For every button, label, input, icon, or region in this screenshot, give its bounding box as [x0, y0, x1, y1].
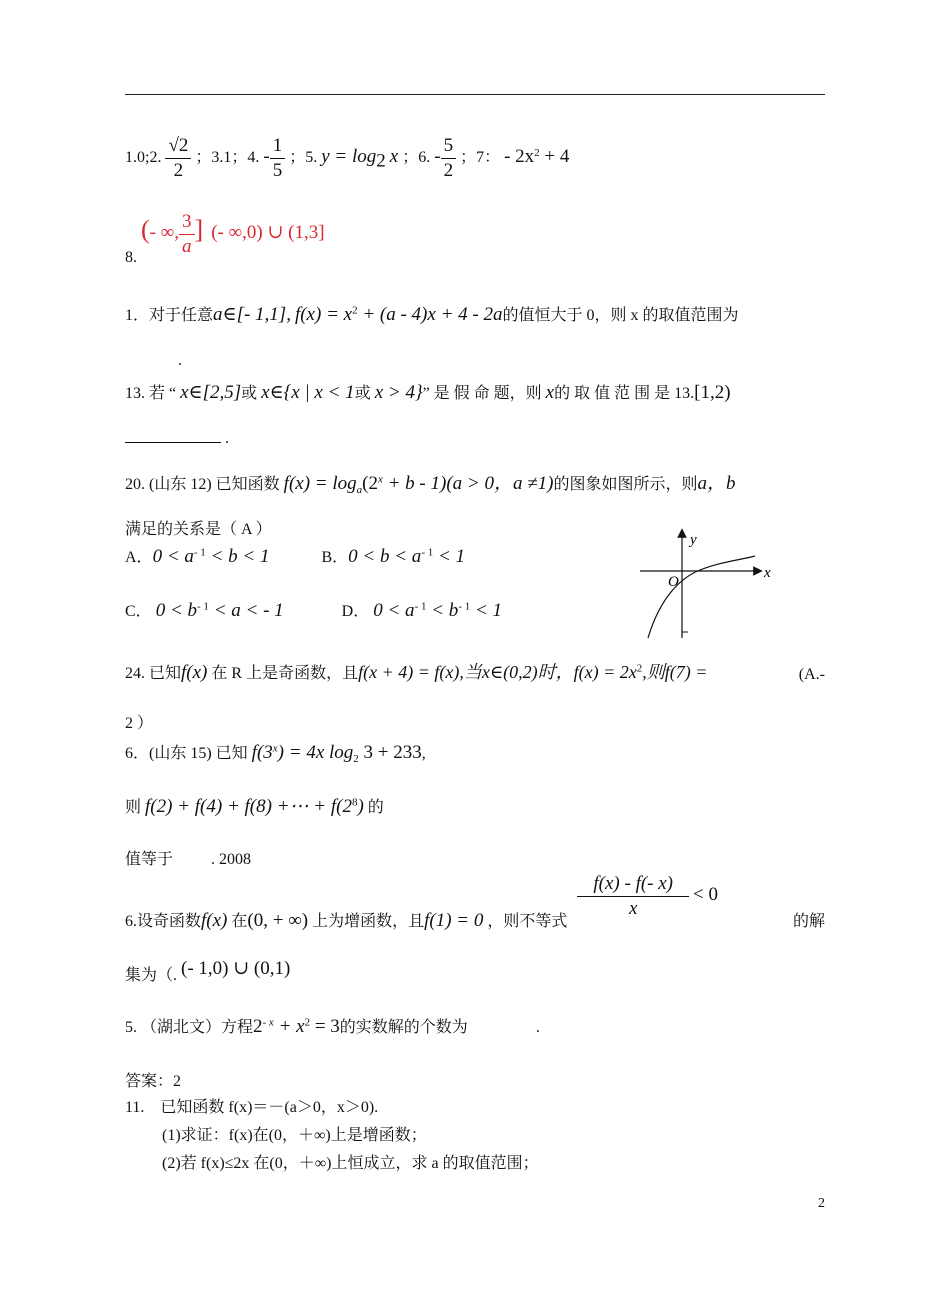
blank-line — [125, 428, 221, 443]
page-number: 2 — [818, 1196, 825, 1211]
answer-8 — [125, 210, 325, 267]
math-function: f(x) = log — [283, 473, 357, 494]
problem-1: 1．对于任意a∈[- 1,1], $f(x) = x^2 + (a - 4)x + 4 - 2a$的值恒大于 0，则 x 的取值范围为 — [125, 304, 739, 325]
answers-line-1: 1.0;2. $\frac{√2}{2}$ ；3.1；4. - $\frac{1}{5}$ ；5. $y = \log_2 x$ ；6. - $\frac{5}{2}$ ；7： - $2x^2 + 4$ — [125, 135, 570, 181]
fraction-inequality: $\frac{f(x) - f(- x)}{x}$ — [577, 872, 689, 921]
text: 满足的关系是（ A ） — [125, 521, 272, 538]
problem-6-shandong: 6．(山东 15) 已知 $f(3^x) = 4x$ $\log_2 3 + 233$, — [125, 742, 426, 766]
option-label: C． — [125, 603, 152, 620]
math-function: f(x) = x — [294, 304, 353, 325]
answer-blank-13: . — [125, 428, 229, 448]
problem-5: 5. （湖北文）方程$2^{- x} + x^2 = 3$的实数解的个数为 . — [125, 1016, 540, 1037]
problem-13: 13. 若 “ x∈[2,5]或 x∈{x | x < 1或 x > 4}” 是 假 命 题，则 x的 取 值 范 围 是 13.[1,2) — [125, 382, 731, 403]
problem-6-answer: 集为（. (- 1,0) ∪ (0,1) — [125, 958, 291, 984]
text: ；3.1；4. — [195, 149, 260, 167]
fraction-5-over-2: $\frac{5}{2}$ — [441, 134, 457, 183]
curve — [648, 556, 755, 638]
fraction-1-over-5: $\frac{1}{5}$ — [270, 134, 286, 183]
problem-6-odd: 6.设奇函数f(x) 在(0, + ∞) 上为增函数，且f(1) = 0 ，则不等式 $\frac{f(x) - f(- x)}{x}$ < 0 的解 — [125, 873, 825, 932]
text: 24. 已知 — [125, 665, 182, 682]
problem-6-value: 值等于 . 2008 — [125, 851, 252, 868]
problem-20: 20. (山东 12) 已知函数 $f(x) = \log_a(2^x + b - 1)(a > 0$，a ≠1)的图象如图所示，则a，b — [125, 473, 736, 497]
math-set: x∈{x | x < 1 — [261, 382, 355, 403]
math-union: (- ∞,0) ∪ (1,3] — [211, 222, 325, 244]
text: 1．对于任意 — [125, 307, 214, 324]
text: 13. 若 “ — [125, 385, 177, 402]
problem-11-part-1: (1)求证：f(x)在(0，＋∞)上是增函数； — [162, 1127, 427, 1144]
text: 则 — [125, 799, 142, 816]
answer-2: 答案：2 — [125, 1073, 182, 1090]
math-interval: - ∞, — [149, 222, 180, 244]
options-CD: C． $0 < b^{- 1} < a$ < - 1 D． $0 < a^{- 1} < b^{- 1} < 1$ — [125, 600, 503, 621]
bracket-close: ] — [194, 215, 204, 245]
math-quadratic: - 2x — [504, 146, 535, 168]
text: 6．(山东 15) 已知 — [125, 745, 248, 762]
text: ；5. — [289, 149, 318, 167]
text: ；6. — [402, 149, 431, 167]
math-answer: [1,2) — [694, 382, 731, 403]
option-label: A． — [125, 549, 153, 566]
option-label: D． — [341, 603, 370, 620]
x-label: x — [764, 565, 771, 581]
text: 2 ） — [125, 715, 154, 732]
math-set: x∈[2,5] — [180, 382, 242, 403]
y-label: y — [690, 532, 697, 548]
text: 的值恒大于 0，则 x 的取值范围为 — [502, 307, 739, 324]
math-set: x > 4} — [374, 382, 423, 403]
math-set: a∈[- 1,1], — [213, 304, 291, 325]
function-graph — [640, 528, 780, 643]
text: 1.0;2. — [125, 149, 162, 167]
options-AB: A．$0 < a^{- 1} < b < 1$ B．$0 < b < a^{- 1} < 1$ — [125, 546, 466, 567]
math-log-eq: y = log — [321, 146, 377, 168]
text: 20. (山东 12) 已知函数 — [125, 476, 280, 493]
problem-11: 11. 已知函数 f(x)＝－(a＞0，x＞0). — [125, 1099, 379, 1116]
text: ；7： — [460, 149, 501, 167]
text: . — [178, 352, 182, 369]
text: 8. — [125, 249, 137, 267]
problem-11-part-2: (2)若 f(x)≤2x 在(0，＋∞)上恒成立，求 a 的取值范围； — [162, 1155, 539, 1172]
option-label: B． — [321, 549, 349, 566]
header-rule — [125, 94, 825, 95]
fraction-3-over-a: $\frac{3}{a}$ — [179, 210, 195, 259]
origin-label: O — [668, 574, 679, 590]
problem-24: 24. 已知f(x) 在 R 上是奇函数，且f(x + 4) = f(x),当x∈(0,2)时，$f(x) = 2x^2$,则f(7) = (A.- — [125, 662, 825, 683]
problem-6-sum: 则 f(2) + f(4) + f(8) +⋯ + $f(2^8)$ 的 — [125, 796, 384, 817]
bracket-open: ( — [141, 215, 150, 245]
fraction-sqrt2-over-2: $\frac{√2}{2}$ — [165, 134, 191, 183]
